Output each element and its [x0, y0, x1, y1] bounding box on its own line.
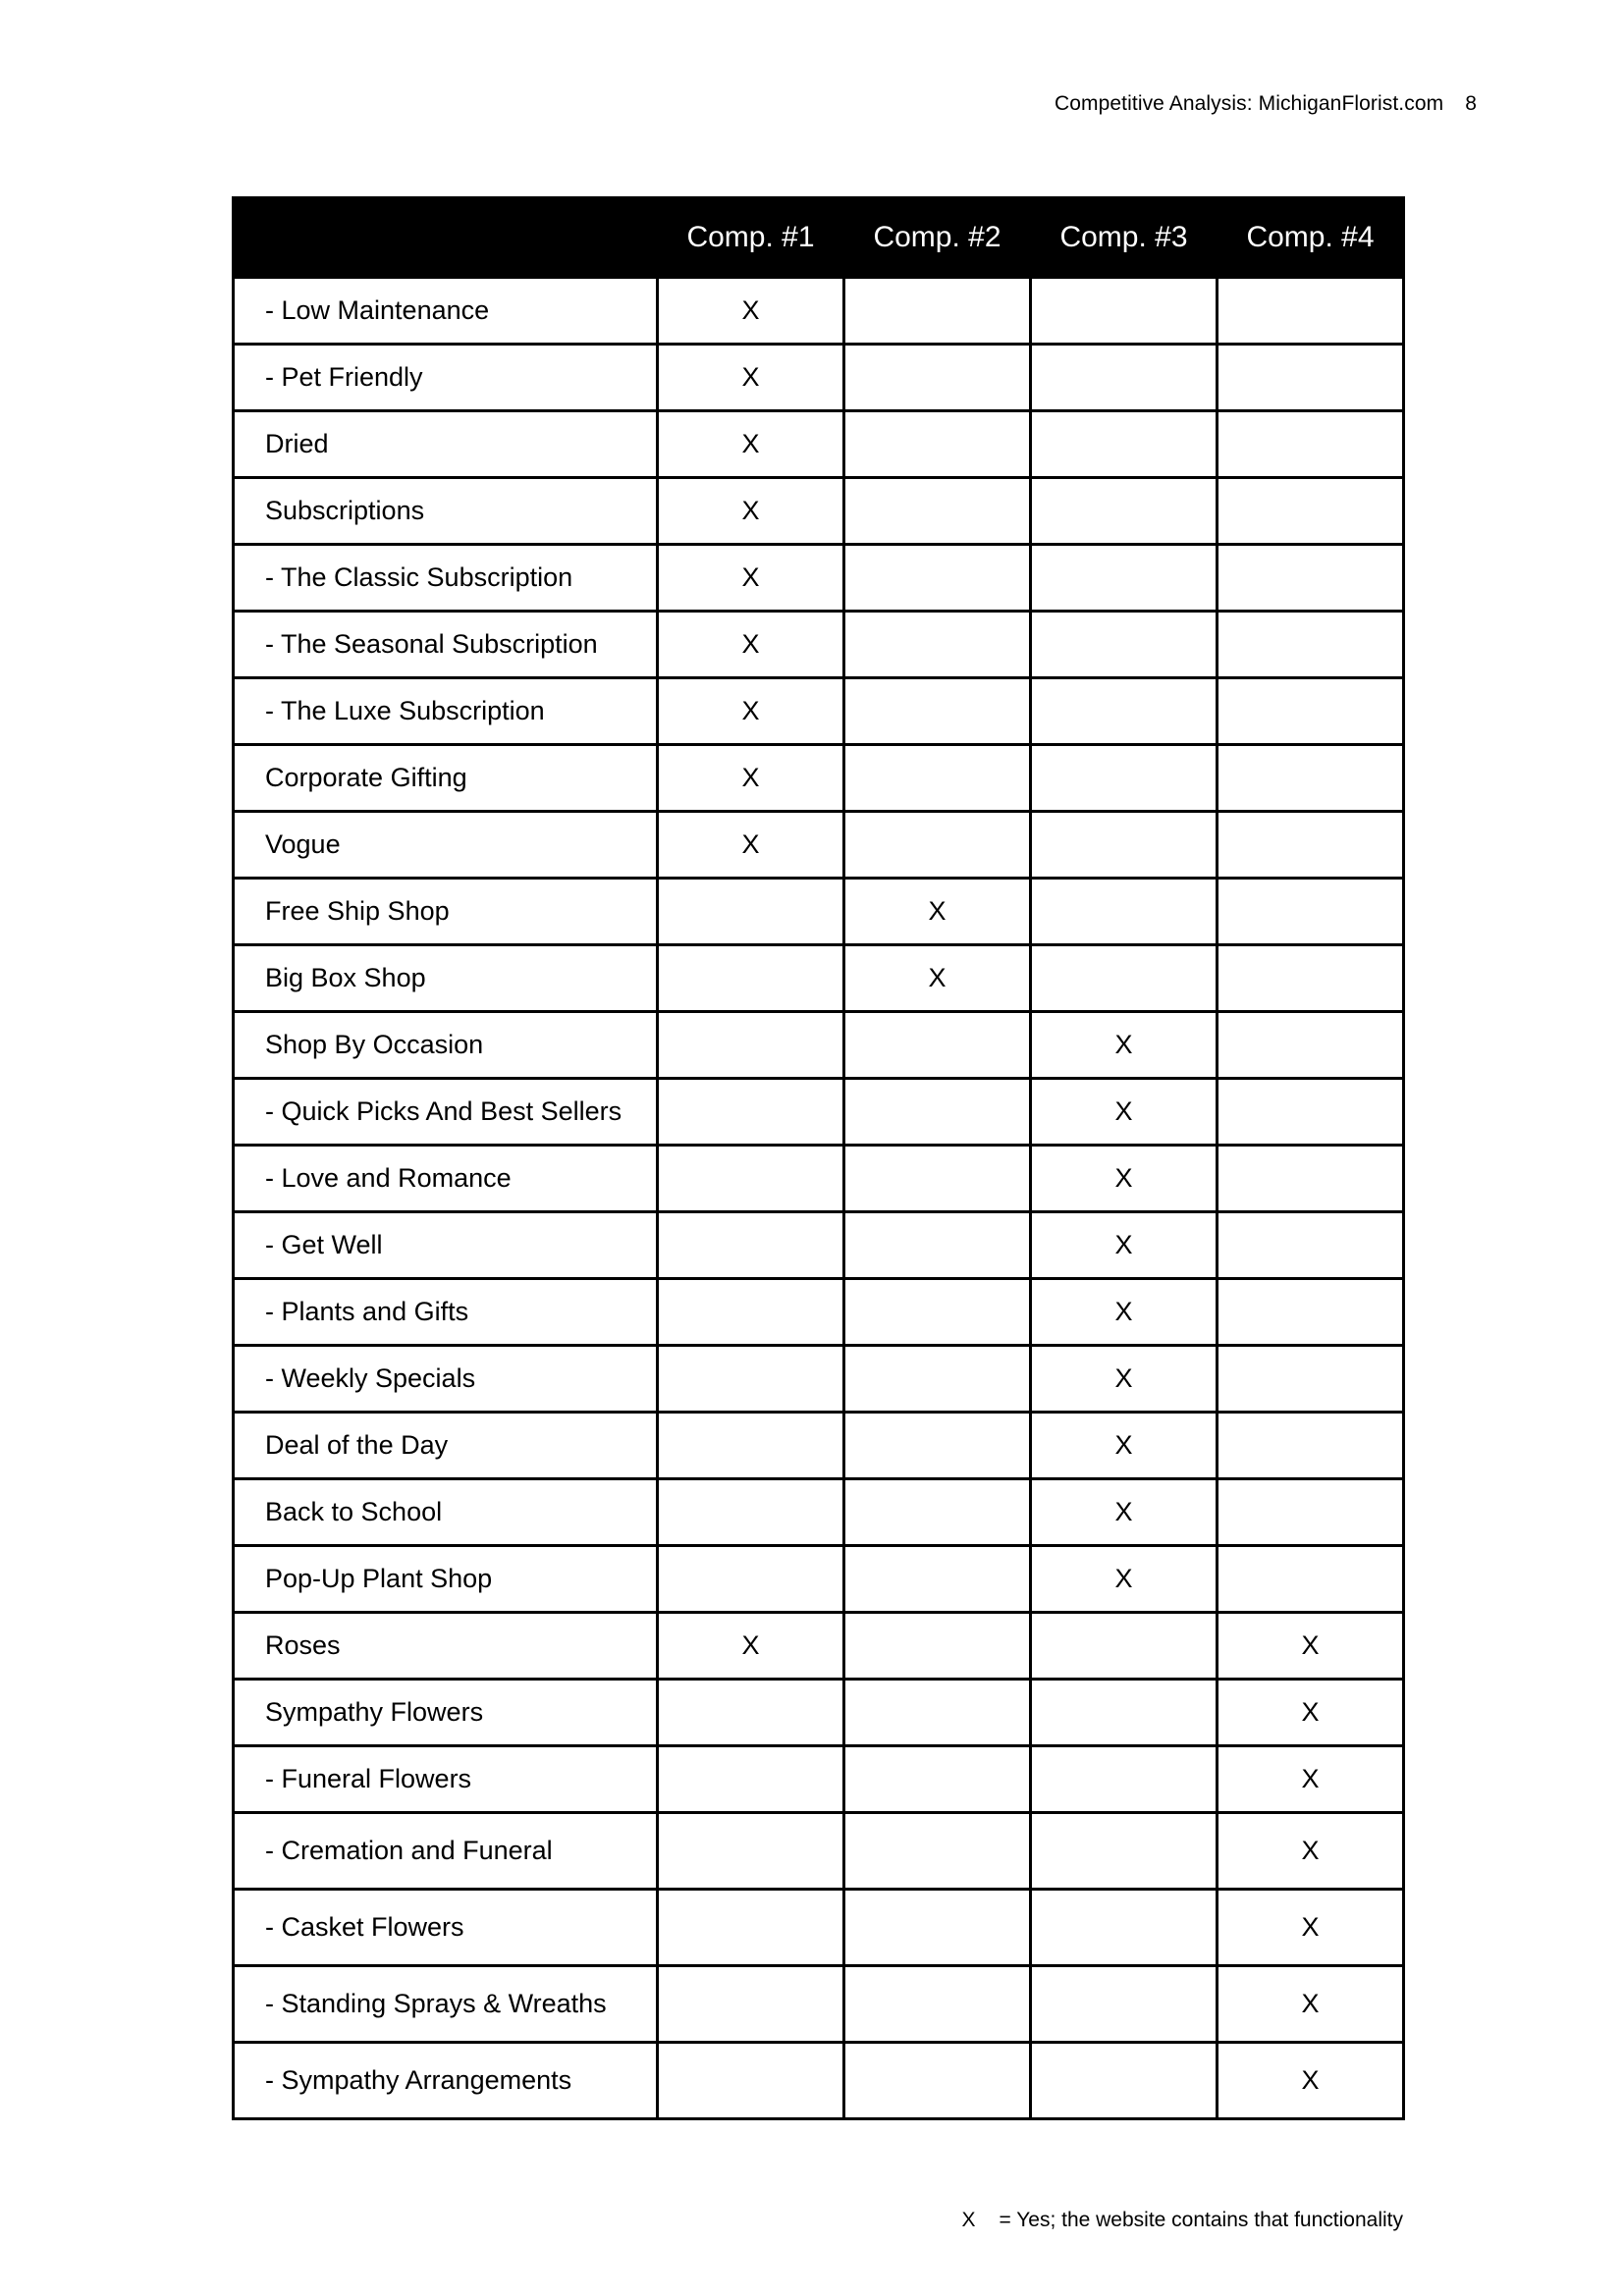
comp-2-cell: [844, 612, 1031, 678]
table-row: [234, 545, 1404, 612]
comp-2-cell: [844, 1079, 1031, 1146]
comp-4-cell: [1218, 745, 1404, 812]
feature-cell: - Weekly Specials: [234, 1346, 658, 1413]
comp-2-cell: [844, 1680, 1031, 1746]
table-row: [234, 478, 1404, 545]
comp-2-cell: [844, 545, 1031, 612]
table-row: [234, 1813, 1404, 1890]
comp-4-cell: [1218, 612, 1404, 678]
feature-cell: Sympathy Flowers: [234, 1680, 658, 1746]
comp-1-cell: [658, 1680, 844, 1746]
comp-2-cell: [844, 1746, 1031, 1813]
comp-3-cell: [1031, 612, 1218, 678]
comp-4-cell: [1218, 1279, 1404, 1346]
comp-1-cell: [658, 879, 844, 945]
comp-2-cell: [844, 745, 1031, 812]
comp-3-cell: [1031, 545, 1218, 612]
feature-cell: - Love and Romance: [234, 1146, 658, 1212]
comp-1-cell: X: [658, 345, 844, 411]
comp-3-cell: [1031, 745, 1218, 812]
table-row: [234, 1212, 1404, 1279]
table-row: [234, 1279, 1404, 1346]
table-row: [234, 278, 1404, 345]
comp-1-cell: X: [658, 1613, 844, 1680]
comp-4-cell: [1218, 1479, 1404, 1546]
comp-1-cell: [658, 1079, 844, 1146]
comp-3-cell: X: [1031, 1413, 1218, 1479]
feature-cell: - Sympathy Arrangements: [234, 2043, 658, 2119]
comp-3-cell: [1031, 812, 1218, 879]
comp-1-cell: [658, 1146, 844, 1212]
comp-3-cell: [1031, 1890, 1218, 1966]
table-row: [234, 612, 1404, 678]
feature-cell: - The Classic Subscription: [234, 545, 658, 612]
table-row: [234, 2043, 1404, 2119]
feature-cell: Free Ship Shop: [234, 879, 658, 945]
comp-3-cell: X: [1031, 1212, 1218, 1279]
table-row: [234, 1413, 1404, 1479]
comp-2-cell: [844, 2043, 1031, 2119]
feature-cell: - The Luxe Subscription: [234, 678, 658, 745]
comp-2-cell: [844, 411, 1031, 478]
comp-4-cell: [1218, 1079, 1404, 1146]
comp-4-cell: X: [1218, 1966, 1404, 2043]
feature-cell: - Quick Picks And Best Sellers: [234, 1079, 658, 1146]
comp-2-cell: X: [844, 945, 1031, 1012]
comp-3-cell: [1031, 345, 1218, 411]
legend-symbol: X: [961, 2209, 976, 2231]
comp-2-cell: [844, 1966, 1031, 2043]
feature-cell: - Plants and Gifts: [234, 1279, 658, 1346]
comp-1-cell: [658, 1813, 844, 1890]
table-row: [234, 345, 1404, 411]
comp-2-cell: [844, 1146, 1031, 1212]
comp-3-cell: X: [1031, 1346, 1218, 1413]
table-body: [234, 278, 1404, 2119]
comp-4-cell: [1218, 1346, 1404, 1413]
table-row: [234, 678, 1404, 745]
legend-text: = Yes; the website contains that functionality: [999, 2209, 1403, 2231]
column-header-comp-1: Comp. #1: [658, 198, 844, 278]
comp-3-cell: X: [1031, 1479, 1218, 1546]
comp-4-cell: X: [1218, 1746, 1404, 1813]
page-header: [1055, 92, 1477, 116]
feature-cell: Pop-Up Plant Shop: [234, 1546, 658, 1613]
comp-4-cell: [1218, 1212, 1404, 1279]
comp-1-cell: [658, 1012, 844, 1079]
feature-cell: Vogue: [234, 812, 658, 879]
feature-cell: Deal of the Day: [234, 1413, 658, 1479]
comp-1-cell: [658, 1479, 844, 1546]
comp-2-cell: [844, 1012, 1031, 1079]
table-row: [234, 1746, 1404, 1813]
table-header-row: [234, 198, 1404, 278]
comp-2-cell: [844, 278, 1031, 345]
comp-1-cell: [658, 2043, 844, 2119]
page-number: 8: [1465, 92, 1477, 115]
comp-1-cell: [658, 1746, 844, 1813]
comp-3-cell: X: [1031, 1012, 1218, 1079]
comp-4-cell: [1218, 545, 1404, 612]
comp-4-cell: [1218, 478, 1404, 545]
table-row: [234, 1346, 1404, 1413]
table-row: [234, 879, 1404, 945]
table-row: [234, 945, 1404, 1012]
comp-1-cell: X: [658, 411, 844, 478]
feature-cell: - Standing Sprays & Wreaths: [234, 1966, 658, 2043]
comp-3-cell: [1031, 1613, 1218, 1680]
comp-2-cell: [844, 812, 1031, 879]
feature-cell: - Low Maintenance: [234, 278, 658, 345]
comp-3-cell: [1031, 879, 1218, 945]
comp-4-cell: [1218, 678, 1404, 745]
comp-2-cell: [844, 1413, 1031, 1479]
comp-4-cell: [1218, 345, 1404, 411]
comp-1-cell: [658, 1890, 844, 1966]
comp-1-cell: X: [658, 545, 844, 612]
comp-1-cell: [658, 1546, 844, 1613]
feature-cell: Back to School: [234, 1479, 658, 1546]
table-row: [234, 1680, 1404, 1746]
comp-4-cell: X: [1218, 1813, 1404, 1890]
feature-cell: - Cremation and Funeral: [234, 1813, 658, 1890]
comp-4-cell: X: [1218, 1890, 1404, 1966]
comp-4-cell: X: [1218, 2043, 1404, 2119]
comp-1-cell: X: [658, 278, 844, 345]
feature-cell: Dried: [234, 411, 658, 478]
comp-4-cell: [1218, 278, 1404, 345]
column-header-comp-3: Comp. #3: [1031, 198, 1218, 278]
comp-2-cell: [844, 1613, 1031, 1680]
comp-1-cell: X: [658, 812, 844, 879]
comp-3-cell: [1031, 2043, 1218, 2119]
feature-cell: Corporate Gifting: [234, 745, 658, 812]
feature-cell: - Get Well: [234, 1212, 658, 1279]
comp-3-cell: [1031, 1680, 1218, 1746]
table-row: [234, 1613, 1404, 1680]
table-row: [234, 812, 1404, 879]
comp-4-cell: [1218, 812, 1404, 879]
comp-2-cell: [844, 1212, 1031, 1279]
column-header-comp-4: Comp. #4: [1218, 198, 1404, 278]
table-row: [234, 1146, 1404, 1212]
comp-4-cell: [1218, 1146, 1404, 1212]
comp-2-cell: [844, 1890, 1031, 1966]
comp-1-cell: [658, 1212, 844, 1279]
column-header-comp-2: Comp. #2: [844, 198, 1031, 278]
feature-cell: Subscriptions: [234, 478, 658, 545]
comp-2-cell: [844, 1479, 1031, 1546]
comp-1-cell: X: [658, 612, 844, 678]
table-row: [234, 1966, 1404, 2043]
comp-4-cell: X: [1218, 1613, 1404, 1680]
comp-2-cell: [844, 678, 1031, 745]
comp-2-cell: [844, 1546, 1031, 1613]
comp-3-cell: [1031, 1813, 1218, 1890]
competitive-analysis-table: [232, 196, 1405, 2120]
comp-1-cell: X: [658, 678, 844, 745]
comp-4-cell: [1218, 879, 1404, 945]
comp-2-cell: X: [844, 879, 1031, 945]
comp-3-cell: X: [1031, 1146, 1218, 1212]
comp-4-cell: [1218, 1012, 1404, 1079]
table-row: [234, 1079, 1404, 1146]
comp-3-cell: X: [1031, 1279, 1218, 1346]
table-row: [234, 1479, 1404, 1546]
comp-3-cell: [1031, 945, 1218, 1012]
comp-1-cell: [658, 1413, 844, 1479]
comp-2-cell: [844, 478, 1031, 545]
comp-3-cell: [1031, 278, 1218, 345]
comp-1-cell: [658, 1346, 844, 1413]
comp-1-cell: [658, 1966, 844, 2043]
comp-4-cell: [1218, 411, 1404, 478]
comp-1-cell: X: [658, 745, 844, 812]
column-header-feature: [234, 198, 658, 278]
feature-cell: - Casket Flowers: [234, 1890, 658, 1966]
comp-3-cell: [1031, 1746, 1218, 1813]
comp-3-cell: [1031, 478, 1218, 545]
comp-4-cell: [1218, 1546, 1404, 1613]
table-row: [234, 1546, 1404, 1613]
comp-4-cell: [1218, 1413, 1404, 1479]
comp-3-cell: [1031, 411, 1218, 478]
table-row: [234, 1012, 1404, 1079]
table-row: [234, 745, 1404, 812]
feature-cell: - Pet Friendly: [234, 345, 658, 411]
legend: [961, 2209, 1403, 2232]
comp-3-cell: [1031, 1966, 1218, 2043]
comp-2-cell: [844, 345, 1031, 411]
comp-4-cell: [1218, 945, 1404, 1012]
feature-cell: Roses: [234, 1613, 658, 1680]
comp-2-cell: [844, 1813, 1031, 1890]
comp-2-cell: [844, 1346, 1031, 1413]
comp-1-cell: X: [658, 478, 844, 545]
table-row: [234, 1890, 1404, 1966]
comp-2-cell: [844, 1279, 1031, 1346]
comp-1-cell: [658, 1279, 844, 1346]
document-title: Competitive Analysis: MichiganFlorist.com: [1054, 92, 1444, 115]
table-row: [234, 411, 1404, 478]
comp-3-cell: [1031, 678, 1218, 745]
feature-cell: - Funeral Flowers: [234, 1746, 658, 1813]
comp-3-cell: X: [1031, 1546, 1218, 1613]
feature-cell: Big Box Shop: [234, 945, 658, 1012]
feature-cell: Shop By Occasion: [234, 1012, 658, 1079]
feature-cell: - The Seasonal Subscription: [234, 612, 658, 678]
comp-4-cell: X: [1218, 1680, 1404, 1746]
comp-1-cell: [658, 945, 844, 1012]
comp-3-cell: X: [1031, 1079, 1218, 1146]
